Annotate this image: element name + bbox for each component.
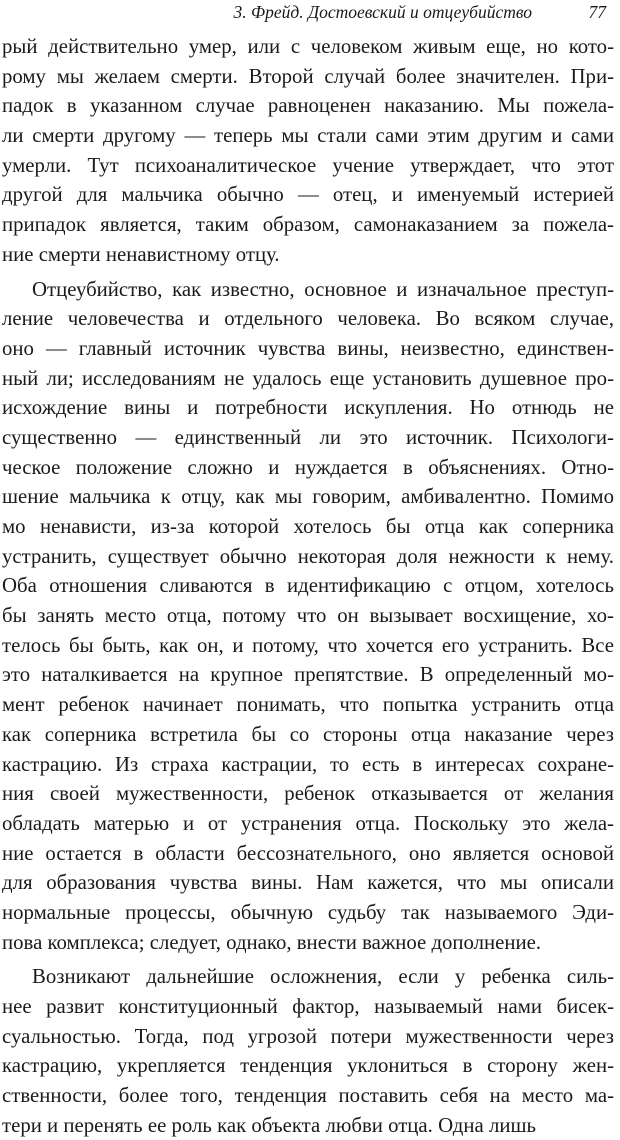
paragraph <box>2 962 614 1140</box>
text-line: ление человечества и отдельного человека. Во всяком случае, <box>2 307 614 331</box>
text-line: пова комплекса; следует, однако, внести важное дополнение. <box>2 930 542 954</box>
text-line: существенно — единственный ли это источник. Психологи- <box>2 425 614 449</box>
text-line: рый действительно умер, или с человеком живым еще, но кото- <box>2 35 614 58</box>
text-line: умерли. Тут психоаналитическое учение утверждает, что этот <box>2 153 614 177</box>
text-line: рому мы желаем смерти. Второй случай более значителен. При- <box>2 64 614 88</box>
text-line: другой для мальчика обычно — отец, и именуемый истерией <box>2 183 614 207</box>
text-line: оно — главный источник чувства вины, неизвестно, единствен- <box>2 336 614 360</box>
text-line: ния своей мужественности, ребенок отказывается от желания <box>2 782 614 806</box>
page-number: 77 <box>588 2 606 22</box>
running-title: 3. Фрейд. Достоевский и отцеубийство <box>233 2 532 22</box>
paragraph <box>2 275 614 958</box>
text-line: Возникают дальнейшие осложнения, если у ребенка силь- <box>32 965 614 989</box>
text-line: Оба отношения сливаются в идентификацию с отцом, хотелось <box>2 574 614 598</box>
text-line: суальностью. Тогда, под угрозой потери мужественности через <box>2 1024 614 1048</box>
text-line: ный ли; исследованиям не удалось еще установить душевное про- <box>2 366 614 390</box>
text-line: обладать матерью и от устранения отца. Поскольку это жела- <box>2 811 614 835</box>
running-head <box>0 2 612 26</box>
text-line: Отцеубийство, как известно, основное и изначальное преступ- <box>32 277 614 301</box>
body-text <box>2 32 614 1140</box>
text-line: исхождение вины и потребности искупления. Но отнюдь не <box>2 396 614 420</box>
text-line: мо ненависти, из-за которой хотелось бы отца как соперника <box>2 515 614 538</box>
text-line: кастрацию, укрепляется тенденция уклониться в сторону жен- <box>2 1054 614 1078</box>
text-line: ческое положение сложно и нуждается в объяснениях. Отно- <box>2 455 614 479</box>
text-line: бы занять место отца, потому что он вызывает восхищение, хо- <box>2 604 614 628</box>
text-line: нее развит конституционный фактор, называемый нами бисек- <box>2 995 614 1018</box>
text-line: кастрацию. Из страха кастрации, то есть в интересах сохране- <box>2 752 614 776</box>
text-line: шение мальчика к отцу, как мы говорим, амбивалентно. Помимо <box>2 485 614 509</box>
text-line: нормальные процессы, обычную судьбу так называемого Эди- <box>2 900 614 924</box>
text-line: телось бы быть, как он, и потому, что хочется его устранить. Все <box>2 633 614 657</box>
text-line: ние смерти ненавистному отцу. <box>2 242 280 266</box>
text-line: тери и перенять ее роль как объекта любви отца. Одна лишь <box>2 1113 536 1137</box>
text-line: это наталкивается на крупное препятствие. В определенный мо- <box>2 663 614 687</box>
paragraph <box>2 32 614 270</box>
text-line: устранить, существует обычно некоторая доля нежности к нему. <box>2 544 614 568</box>
text-line: ственности, более того, тенденция поставить себя на место ма- <box>2 1084 614 1108</box>
text-line: ние остается в области бессознательного, оно является основой <box>2 841 614 865</box>
text-line: как соперника встретила бы со стороны отца наказание через <box>2 722 614 746</box>
text-line: припадок является, таким образом, самонаказанием за пожела- <box>2 213 614 237</box>
text-line: ли смерти другому — теперь мы стали сами этим другим и сами <box>2 124 614 148</box>
text-line: мент ребенок начинает понимать, что попытка устранить отца <box>2 693 614 717</box>
text-line: для образования чувства вины. Нам кажется, что мы описали <box>2 871 614 895</box>
text-line: падок в указанном случае равноценен наказанию. Мы пожела- <box>2 94 614 118</box>
